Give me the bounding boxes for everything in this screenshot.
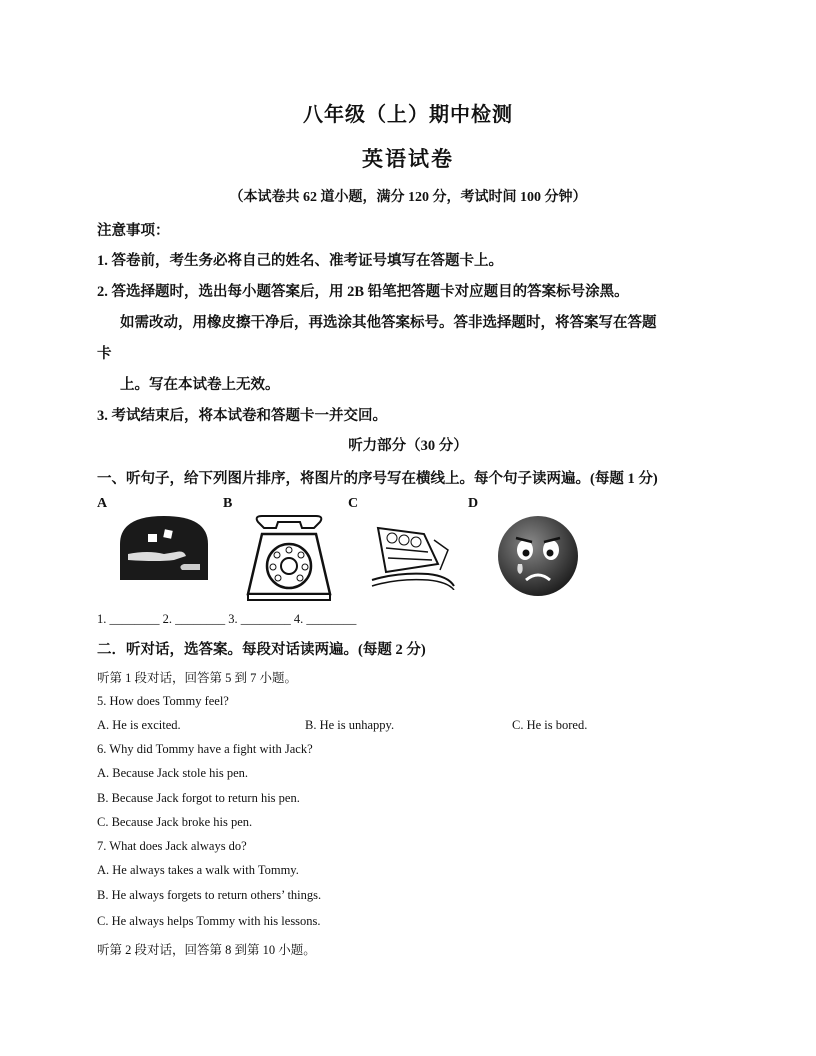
picture-order-blanks: 1. ________ 2. ________ 3. ________ 4. ________ [97, 612, 357, 626]
telephone-image [244, 514, 336, 604]
picture-label-d: D [468, 496, 479, 511]
picture-label-c: C [348, 496, 359, 511]
roller-coaster-image [368, 520, 458, 590]
q6-option-c: C. Because Jack broke his pen. [97, 815, 253, 829]
question-5: 5. How does Tommy feel? [97, 694, 229, 708]
part2-title: 二．听对话，选答案。每段对话读两遍。(每题 2 分) [97, 642, 426, 658]
q6-option-b: B. Because Jack forgot to return his pen. [97, 791, 300, 805]
subject-title: 英语试卷 [362, 147, 454, 171]
exam-info: （本试卷共 62 道小题，满分 120 分，考试时间 100 分钟） [229, 190, 587, 205]
dialog1-intro: 听第 1 段对话，回答第 5 到 7 小题。 [97, 671, 298, 685]
part1-title: 一、听句子，给下列图片排序，将图片的序号写在横线上。每个句子读两遍。(每题 1 分) [97, 471, 658, 487]
note-item-2-cont-c: 上。写在本试卷上无效。 [120, 377, 280, 393]
q5-option-a: A. He is excited. [97, 718, 181, 732]
picture-label-a: A [97, 496, 108, 511]
note-item-1: 1. 答卷前，考生务必将自己的姓名、准考证号填写在答题卡上。 [97, 253, 503, 269]
q5-option-b: B. He is unhappy. [305, 718, 395, 732]
note-item-2-cont-a: 如需改动，用橡皮擦干净后，再选涂其他答案标号。答非选择题时，将答案写在答题 [120, 315, 657, 331]
dialog2-intro: 听第 2 段对话，回答第 8 到第 10 小题。 [97, 943, 316, 957]
picture-label-b: B [223, 496, 233, 511]
listening-section-title: 听力部分（30 分） [348, 438, 468, 454]
note-item-2-cont-b: 卡 [97, 346, 112, 362]
q7-option-c: C. He always helps Tommy with his lessons. [97, 914, 321, 928]
q5-option-c: C. He is bored. [512, 718, 588, 732]
note-item-3: 3. 考试结束后，将本试卷和答题卡一并交回。 [97, 408, 387, 424]
notes-heading: 注意事项： [97, 223, 170, 239]
q6-option-a: A. Because Jack stole his pen. [97, 766, 249, 780]
question-6: 6. Why did Tommy have a fight with Jack? [97, 742, 313, 756]
q7-option-b: B. He always forgets to return others’ things. [97, 888, 322, 902]
crying-face-image [496, 514, 580, 598]
question-7: 7. What does Jack always do? [97, 839, 247, 853]
note-item-2: 2. 答选择题时，选出每小题答案后，用 2B 铅笔把答题卡对应题目的答案标号涂黑。 [97, 284, 629, 300]
hands-passing-cards-image [118, 514, 210, 582]
page-title: 八年级（上）期中检测 [303, 104, 513, 126]
q7-option-a: A. He always takes a walk with Tommy. [97, 863, 299, 877]
